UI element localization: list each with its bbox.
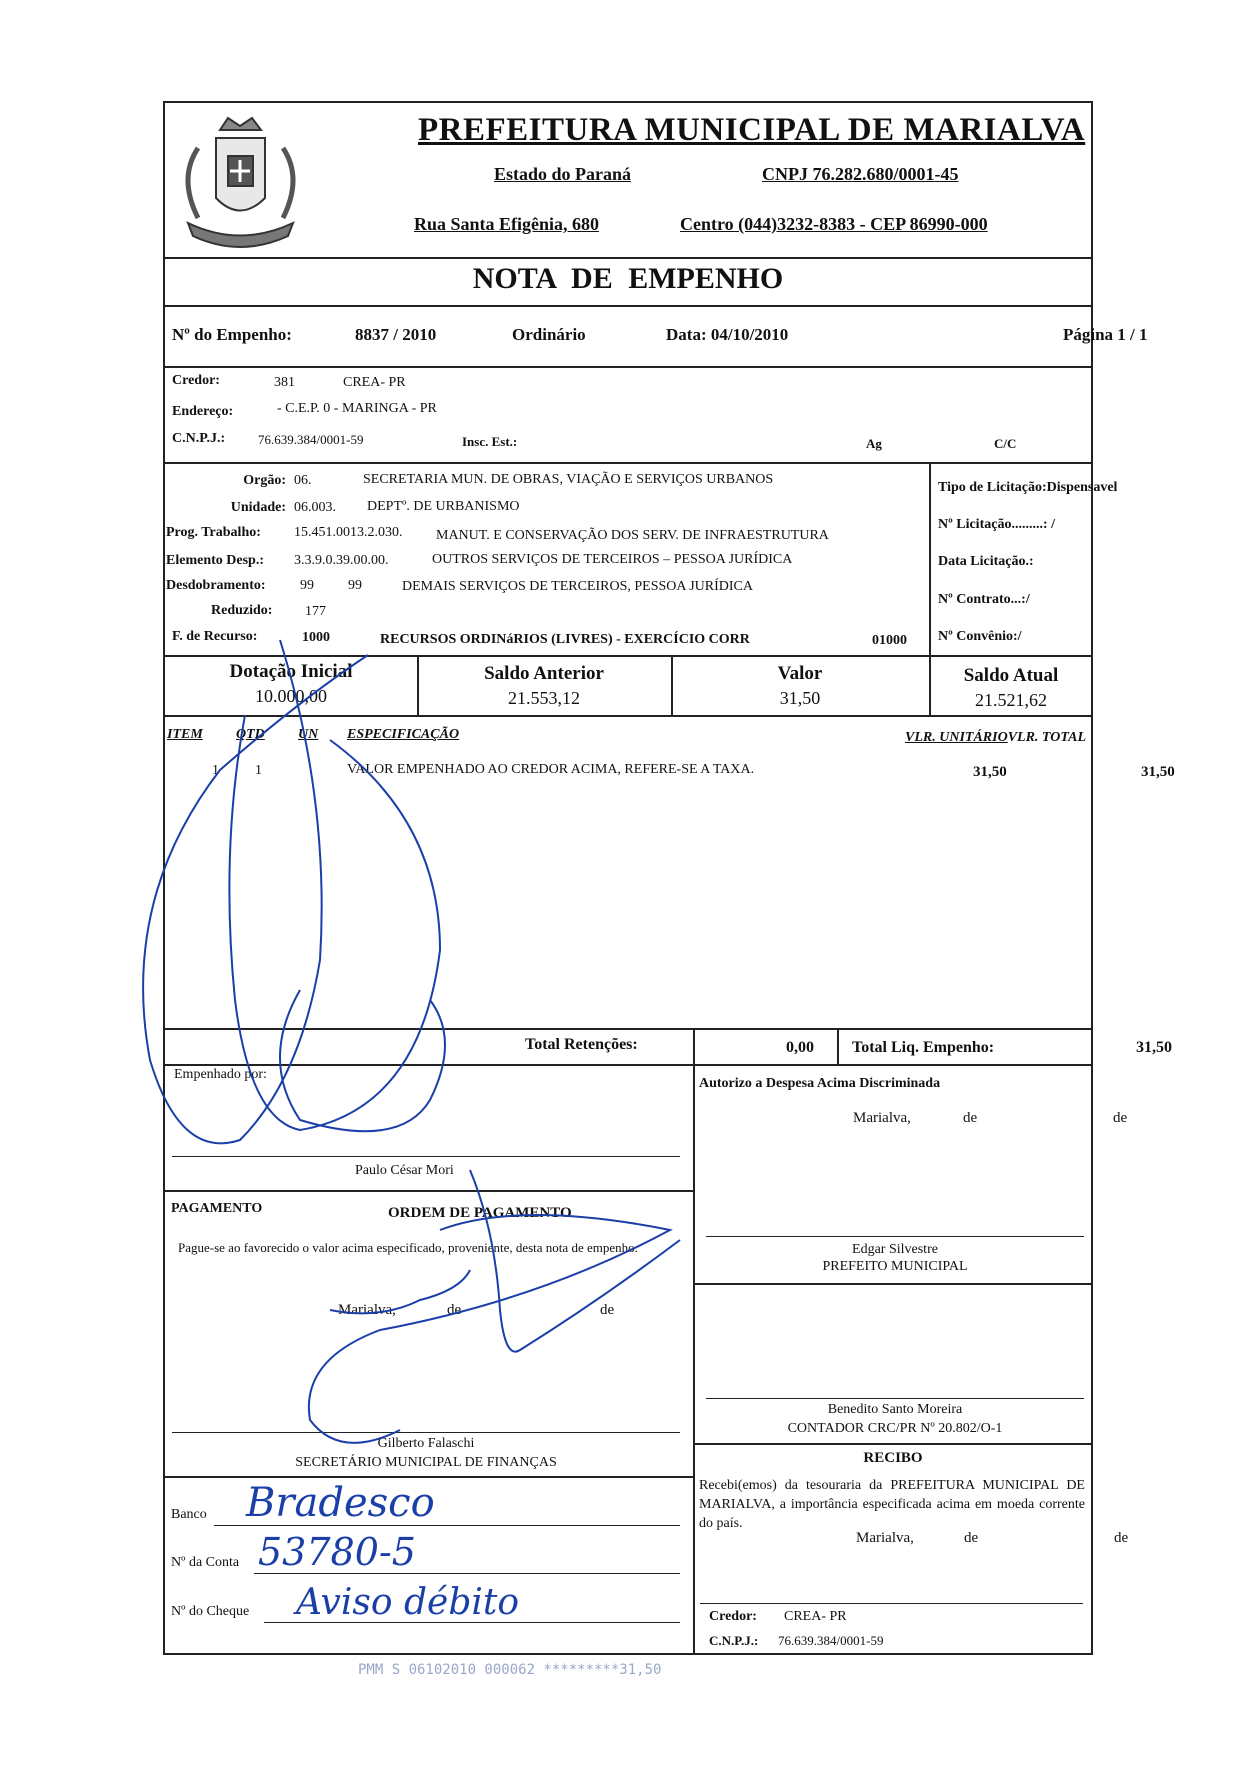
pagamento-label: PAGAMENTO: [171, 1201, 263, 1216]
fonte-label: F. de Recurso:: [172, 629, 258, 644]
cheque-label: Nº do Cheque: [171, 1604, 250, 1619]
divider: [693, 1028, 695, 1064]
valor-value: 31,50: [779, 688, 821, 708]
cheque-handwritten: Aviso débito: [296, 1582, 520, 1623]
col-header-item: ITEM: [167, 727, 203, 742]
col-header-vlr-unitario: VLR. UNITÁRIO: [905, 730, 1008, 745]
prog-label: Prog. Trabalho:: [166, 525, 261, 540]
col-header-vlr-total-text: VLR. TOTAL: [1007, 730, 1086, 745]
divider: [693, 1283, 1093, 1285]
recibo-credor-value: CREA- PR: [784, 1609, 847, 1624]
recibo-credor-label: Credor:: [709, 1609, 757, 1624]
credor-name: CREA- PR: [343, 375, 406, 390]
pagamento-de-1: de: [447, 1302, 462, 1318]
saldo-atual-label: Saldo Atual: [963, 665, 1059, 686]
autorizo-place: Marialva,: [853, 1110, 911, 1126]
cnpj-value: 76.639.384/0001-59: [258, 432, 364, 447]
liquido-value: 31,50: [1136, 1039, 1172, 1056]
divider: [163, 366, 1093, 368]
contrato-number: Nº Contrato...:/: [938, 592, 1030, 607]
prog-code: 15.451.0013.2.030.: [294, 525, 403, 540]
contador-name: Benedito Santo Moreira: [827, 1402, 963, 1417]
account-label: C/C: [994, 436, 1017, 451]
endereco-label: Endereço:: [172, 404, 234, 419]
pagamento-text: Pague-se ao favorecido o valor acima especificado, proveniente, desta nota de empenho.: [178, 1240, 638, 1255]
licitacao-type: Tipo de Licitação:Dispensavel: [938, 480, 1118, 495]
empenhado-name: Paulo César Mori: [355, 1163, 454, 1178]
retencoes-value: 0,00: [786, 1039, 814, 1056]
reduzido-value: 177: [305, 604, 326, 619]
page-number: Página 1 / 1: [1063, 325, 1148, 344]
col-header-especificacao: ESPECIFICAÇÃO: [347, 727, 460, 742]
divider: [163, 257, 1093, 259]
state-name: Estado do Paraná: [494, 164, 632, 184]
fonte-code: 1000: [302, 630, 330, 645]
empenho-type: Ordinário: [512, 325, 586, 344]
municipality-cnpj: CNPJ 76.282.680/0001-45: [762, 164, 959, 184]
prog-desc: MANUT. E CONSERVAÇÃO DOS SERV. DE INFRAESTRUTURA: [436, 528, 829, 543]
address-street: Rua Santa Efigênia, 680: [414, 214, 600, 234]
reduzido-label: Reduzido:: [211, 603, 273, 618]
signature-line: [706, 1236, 1084, 1237]
credor-code: 381: [274, 375, 295, 390]
autorizo-de-1: de: [963, 1110, 978, 1126]
licitacao-number: Nº Licitação.........: /: [938, 517, 1055, 532]
empenho-number: 8837 / 2010: [355, 325, 437, 344]
unidade-label: Unidade:: [230, 500, 286, 515]
insc-label: Insc. Est.:: [462, 434, 518, 449]
empenhado-label: Empenhado por:: [174, 1067, 267, 1082]
pagamento-place: Marialva,: [338, 1302, 396, 1318]
divider: [693, 1064, 695, 1655]
col-header-qtd: QTD: [236, 727, 265, 742]
recibo-title: RECIBO: [863, 1450, 923, 1466]
credor-label: Credor:: [172, 373, 220, 388]
fonte-desc: RECURSOS ORDINáRIOS (LIVRES) - EXERCÍCIO CORR: [380, 632, 750, 647]
elemento-desc: OUTROS SERVIÇOS DE TERCEIROS – PESSOA JURÍDICA: [432, 552, 793, 567]
recibo-cnpj-value: 76.639.384/0001-59: [778, 1633, 884, 1648]
divider: [163, 1028, 1093, 1030]
divider: [163, 1064, 1093, 1066]
col-header-un: UN: [298, 727, 319, 742]
desdobramento-label: Desdobramento:: [166, 578, 266, 593]
liquido-label: Total Liq. Empenho:: [852, 1039, 995, 1056]
divider: [163, 655, 1093, 657]
saldo-anterior-value: 21.553,12: [508, 688, 580, 708]
recibo-text: Recebi(emos) da tesouraria da PREFEITURA MUNICIPAL DE MARIALVA, a importância especificada acima em moeda corrente do país.: [699, 1478, 1085, 1531]
item-qty: 1: [255, 763, 262, 778]
banco-handwritten: Bradesco: [246, 1480, 435, 1526]
desdobramento-code-2: 99: [348, 578, 362, 593]
orgao-desc: SECRETARIA MUN. DE OBRAS, VIAÇÃO E SERVIÇOS URBANOS: [363, 472, 774, 487]
item-description: VALOR EMPENHADO AO CREDOR ACIMA, REFERE-SE A TAXA.: [347, 762, 755, 777]
ordem-pagamento-label: ORDEM DE PAGAMENTO: [388, 1205, 572, 1221]
retencoes-label: Total Retenções:: [525, 1036, 638, 1053]
orgao-code: 06.: [294, 473, 312, 488]
secretario-role: SECRETÁRIO MUNICIPAL DE FINANÇAS: [295, 1455, 557, 1470]
document-title: NOTA DE EMPENHO: [472, 262, 784, 295]
conta-handwritten: 53780-5: [258, 1530, 416, 1574]
signature-line: [700, 1603, 1083, 1604]
divider: [163, 1190, 693, 1192]
divider: [163, 305, 1093, 307]
fonte-number: 01000: [872, 633, 907, 648]
prefeito-role: PREFEITO MUNICIPAL: [822, 1259, 968, 1274]
item-total-value: 31,50: [1141, 764, 1175, 780]
divider: [163, 1476, 693, 1478]
divider: [837, 1028, 839, 1064]
divider: [693, 1443, 1093, 1445]
saldo-atual-value: 21.521,62: [975, 690, 1047, 710]
pagamento-de-2: de: [600, 1302, 615, 1318]
recibo-de-2: de: [1114, 1530, 1129, 1546]
unidade-desc: DEPTº. DE URBANISMO: [367, 499, 520, 514]
licitacao-date: Data Licitação.:: [938, 554, 1034, 569]
dotacao-value: 10.000,00: [255, 686, 327, 706]
divider: [163, 715, 1093, 717]
payment-stamp: PMM S 06102010 000062 *********31,50: [358, 1662, 662, 1678]
coat-of-arms-logo: [168, 108, 313, 253]
convenio-number: Nº Convênio:/: [938, 629, 1022, 644]
saldo-anterior-label: Saldo Anterior: [484, 663, 604, 684]
endereco-value: - C.E.P. 0 - MARINGA - PR: [277, 401, 437, 416]
elemento-label: Elemento Desp.:: [166, 553, 264, 568]
conta-label: Nº da Conta: [171, 1555, 240, 1570]
elemento-code: 3.3.9.0.39.00.00.: [294, 553, 389, 568]
agency-label: Ag: [866, 436, 882, 451]
address-details: Centro (044)3232-8383 - CEP 86990-000: [680, 214, 988, 234]
secretario-name: Gilberto Falaschi: [377, 1436, 475, 1451]
prefeito-name: Edgar Silvestre: [852, 1242, 938, 1257]
cnpj-label: C.N.P.J.:: [172, 431, 226, 446]
banco-label: Banco: [171, 1507, 207, 1522]
autorizo-label: Autorizo a Despesa Acima Discriminada: [699, 1076, 941, 1091]
signature-line: [172, 1432, 680, 1433]
municipality-title: PREFEITURA MUNICIPAL DE MARIALVA: [418, 112, 1086, 148]
orgao-label: Orgão:: [243, 473, 286, 488]
contador-role: CONTADOR CRC/PR Nº 20.802/O-1: [787, 1421, 1003, 1436]
divider: [163, 462, 1093, 464]
item-number: 1: [212, 763, 219, 778]
valor-label: Valor: [777, 663, 823, 684]
item-unit-value: 31,50: [973, 764, 1007, 780]
dotacao-label: Dotação Inicial: [229, 661, 353, 682]
signature-line: [172, 1156, 680, 1157]
recibo-cnpj-label: C.N.P.J.:: [709, 1633, 759, 1648]
empenho-date: Data: 04/10/2010: [666, 325, 789, 344]
recibo-de-1: de: [964, 1530, 979, 1546]
divider: [929, 462, 931, 656]
desdobramento-desc: DEMAIS SERVIÇOS DE TERCEIROS, PESSOA JURÍDICA: [402, 579, 754, 594]
autorizo-de-2: de: [1113, 1110, 1128, 1126]
empenho-number-label: Nº do Empenho:: [172, 325, 292, 344]
desdobramento-code-1: 99: [300, 578, 314, 593]
signature-line: [706, 1398, 1084, 1399]
recibo-place: Marialva,: [856, 1530, 914, 1546]
unidade-code: 06.003.: [294, 500, 336, 515]
